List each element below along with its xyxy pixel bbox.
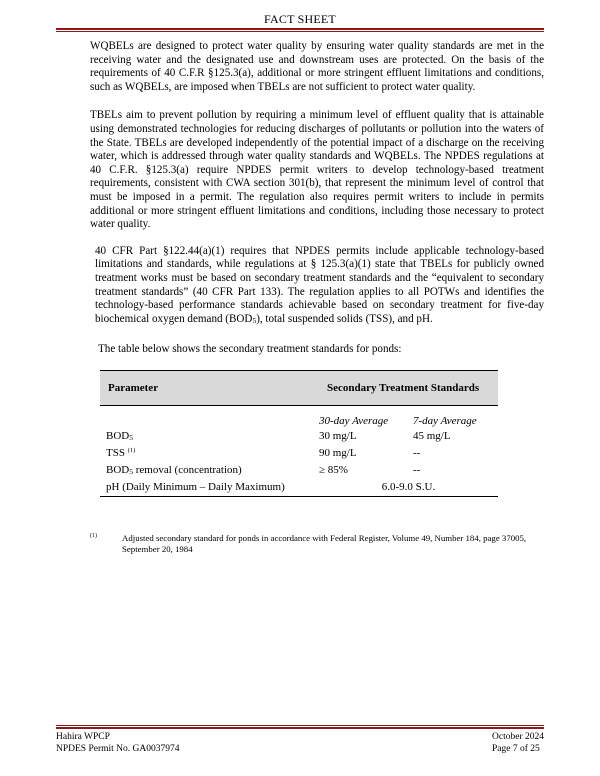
param-cell: $BOD_5$ [106, 430, 133, 443]
col-header-standards: Secondary Treatment Standards [327, 381, 480, 394]
value-7day: -- [413, 447, 421, 460]
footer-date: October 2024 [492, 732, 544, 742]
table-intro: The table below shows the secondary treatment standards for ponds: [98, 343, 402, 356]
footnote [90, 533, 544, 555]
table-row [100, 479, 498, 497]
table-row [100, 462, 498, 479]
footnote-text: Adjusted secondary standard for ponds in accordance with Federal Register, Volume 49, Number 184, page 37005, September 20, 1984 [122, 533, 527, 554]
document-body [90, 40, 544, 497]
param-cell: $BOD_5$ removal (concentration) [106, 464, 242, 477]
bod-subscript: 5 [252, 315, 257, 325]
param-cell: pH (Daily Minimum – Daily Maximum) [100, 479, 319, 497]
value-7day: -- [413, 464, 421, 477]
footer-facility: Hahira WPCP [56, 732, 110, 742]
subheader-7day: 7-day Average [413, 414, 477, 427]
footnote-mark: (1) [90, 533, 97, 539]
value-combined: 6.0-9.0 S.U. [319, 479, 498, 497]
footer-page-number: Page 7 of 25 [492, 743, 540, 754]
paragraph-tbels: TBELs aim to prevent pollution by requiring a minimum level of effluent quality that is attainable using demonstrated technologies for reducing discharges of pollutants or pollution into the waters of the State. TBELs are developed independently of the potential impact of a discharge on the receiving water, which is addressed through water quality standards and WQBELs. The NPDES regulations at 40 C.F.R. §125.3(a) require NPDES permit writers to develop technology-based treatment requirements, consistent with CWA section 301(b), that represent the minimum level of control that must be imposed in a permit. The regulation also requires permit writers to include in permits additional or more stringent effluent limitations and conditions, including those necessary to protect water quality. [90, 109, 544, 231]
paragraph-40cfr-text-a: 40 CFR Part §122.44(a)(1) requires that NPDES permits include applicable technology-based limitations and standards, while regulations at § 125.3(a)(1) state that TBELs for publicly owned treatment works must be based on secondary treatment standards and the “equivalent to secondary treatment standards” (40 CFR Part 133). The regulation applies to all POTWs and identifies the technology-based performance standards achievable based on secondary treatment for five-day biochemical oxygen demand (BOD [95, 244, 544, 325]
paragraph-40cfr-text-b: ), total suspended solids (TSS), and pH. [256, 312, 433, 325]
footer-permit-number: NPDES Permit No. GA0037974 [56, 743, 180, 754]
paragraph-40cfr [95, 245, 544, 327]
value-30day: 90 mg/L [319, 447, 357, 460]
footer-rule [56, 725, 544, 729]
value-30day: 30 mg/L [319, 430, 357, 443]
page-header: FACT SHEET [264, 12, 336, 26]
header-rule [56, 28, 544, 32]
value-30day: ≥ 85% [319, 464, 348, 477]
table-header-row [100, 370, 498, 405]
value-7day: 45 mg/L [413, 430, 451, 443]
subheader-30day: 30-day Average [319, 414, 389, 427]
paragraph-wqbels: WQBELs are designed to protect water quality by ensuring water quality standards are met in the receiving water and the designated use and downstream uses are protected. On the basis of the requirements of 40 C.F.R §125.3(a), additional or more stringent effluent limitations and conditions, such as WQBELs, are imposed when TBELs are not sufficient to protect water quality. [90, 40, 544, 93]
table-row [100, 445, 498, 462]
param-cell: TSS $^{(1)}$ [106, 447, 136, 460]
table-row [100, 428, 498, 445]
secondary-treatment-table [100, 370, 498, 497]
col-header-parameter: Parameter [108, 381, 159, 394]
table-subheader-row [100, 405, 498, 428]
